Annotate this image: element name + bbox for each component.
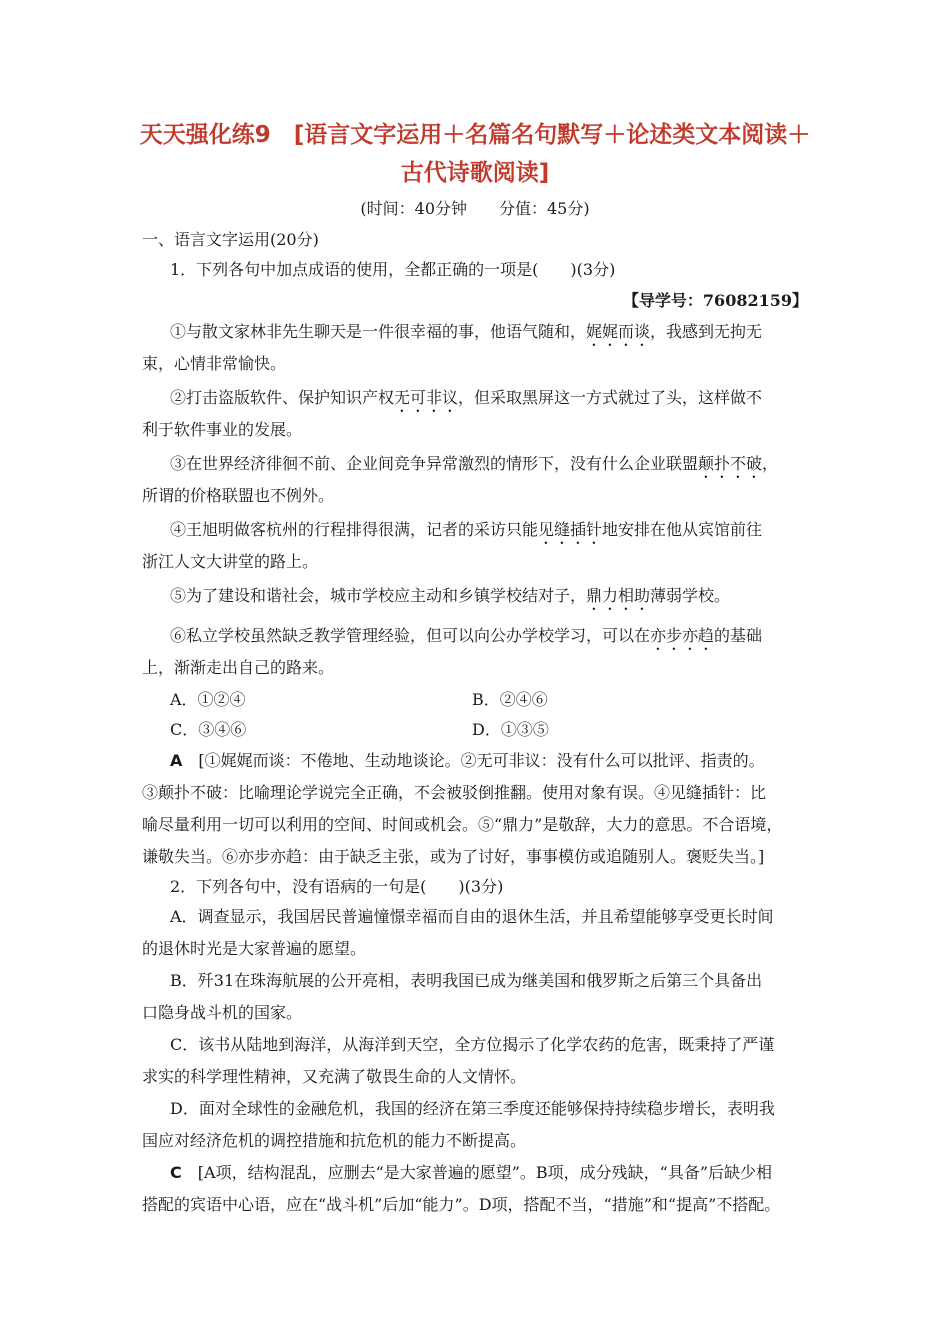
q2-option-b-line-1: B．歼31在珠海航展的公开亮相，表明我国已成为继美国和俄罗斯之后第三个具备出 xyxy=(170,971,763,990)
q2-option-a-line-1: A．调查显示，我国居民普遍憧憬幸福而自由的退休生活，并且希望能够享受更长时间 xyxy=(170,907,774,926)
text: ⑤为了建设和谐社会，城市学校应主动和乡镇学校结对子， xyxy=(170,586,587,605)
text: 的基础 xyxy=(714,626,763,645)
question-2-stem: 2．下列各句中，没有语病的一句是( )(3分) xyxy=(170,877,504,896)
text: ⑥私立学校虽然缺乏教学管理经验，但可以向公办学校学习，可以在 xyxy=(170,626,651,645)
text: ③在世界经济徘徊不前、企业间竞争异常激烈的情形下，没有什么企业联盟 xyxy=(170,454,699,473)
sentence-6-line-1 xyxy=(170,624,762,654)
sentence-3-line-1 xyxy=(170,452,778,482)
q2-option-c-line-1: C．该书从陆地到海洋，从海洋到天空，全方位揭示了化学农药的危害，既秉持了严谨 xyxy=(170,1035,775,1054)
answer-1-line-2: ③颠扑不破：比喻理论学说完全正确，不会被驳倒推翻。使用对象有误。④见缝插针：比 xyxy=(142,783,767,802)
section-heading: 一、语言文字运用(20分) xyxy=(142,230,319,249)
option-a: A．①②④ xyxy=(170,690,246,709)
sentence-2-line-2: 利于软件事业的发展。 xyxy=(142,420,303,439)
option-b: B．②④⑥ xyxy=(472,690,548,709)
dotted-idiom: 亦步亦趋 xyxy=(650,626,715,645)
guide-number: 【导学号：76082159】 xyxy=(622,291,808,310)
text: ，但采取黑屏这一方式就过了头，这样做不 xyxy=(458,388,763,407)
sentence-6-line-2: 上，渐渐走出自己的路来。 xyxy=(142,658,335,677)
q2-option-a-line-2: 的退休时光是大家普遍的愿望。 xyxy=(142,939,367,958)
answer-2-line-2: 搭配的宾语中心语，应在“战斗机”后加“能力”。D项，搭配不当，“措施”和“提高”不搭配。 xyxy=(142,1195,781,1214)
q2-option-d-line-1: D．面对全球性的金融危机，我国的经济在第三季度还能够保持持续稳步增长，表明我 xyxy=(170,1099,775,1118)
option-c: C．③④⑥ xyxy=(170,720,247,739)
text: 地安排在他从宾馆前往 xyxy=(602,520,763,539)
sentence-1-line-2: 束，心情非常愉快。 xyxy=(142,354,287,373)
sentence-4-line-2: 浙江人文大讲堂的路上。 xyxy=(142,552,319,571)
explanation-text: [①娓娓而谈：不倦地、生动地谈论。②无可非议：没有什么可以批评、指责的。 xyxy=(198,751,765,770)
q2-option-d-line-2: 国应对经济危机的调控措施和抗危机的能力不断提高。 xyxy=(142,1131,527,1150)
text: ④王旭明做客杭州的行程排得很满，记者的采访只能 xyxy=(170,520,539,539)
dotted-idiom: 鼎力相助 xyxy=(586,586,651,605)
q2-option-c-line-2: 求实的科学理性精神，又充满了敬畏生命的人文情怀。 xyxy=(142,1067,527,1086)
answer-2-line-1 xyxy=(170,1161,772,1185)
answer-letter: C xyxy=(170,1163,182,1182)
dotted-idiom: 见缝插针 xyxy=(538,520,603,539)
sentence-5 xyxy=(170,584,730,614)
answer-1-line-3: 喻尽量利用一切可以利用的空间、时间或机会。⑤“鼎力”是敬辞，大力的意思。不合语境， xyxy=(142,815,783,834)
dotted-idiom: 娓娓而谈 xyxy=(586,322,651,341)
dotted-idiom: 无可非议 xyxy=(394,388,459,407)
answer-1-line-1 xyxy=(170,749,765,773)
explanation-text: [A项，结构混乱，应删去“是大家普遍的愿望”。B项，成分残缺，“具备”后缺少相 xyxy=(197,1163,773,1182)
text: 薄弱学校。 xyxy=(650,586,731,605)
q2-option-b-line-2: 口隐身战斗机的国家。 xyxy=(142,1003,303,1022)
text: ， xyxy=(762,454,779,473)
sentence-1-line-1 xyxy=(170,320,762,350)
option-d: D．①③⑤ xyxy=(472,720,549,739)
sentence-3-line-2: 所谓的价格联盟也不例外。 xyxy=(142,486,335,505)
text: ①与散文家林非先生聊天是一件很幸福的事，他语气随和， xyxy=(170,322,587,341)
sentence-4-line-1 xyxy=(170,518,762,548)
answer-1-line-4: 谦敬失当。⑥亦步亦趋：由于缺乏主张，或为了讨好，事事模仿或追随别人。褒贬失当。] xyxy=(142,847,765,866)
time-info: (时间：40分钟 分值：45分) xyxy=(360,199,590,218)
text: ②打击盗版软件、保护知识产权 xyxy=(170,388,395,407)
dotted-idiom: 颠扑不破 xyxy=(698,454,763,473)
text: ，我感到无拘无 xyxy=(650,322,763,341)
question-1-stem: 1．下列各句中加点成语的使用，全都正确的一项是( )(3分) xyxy=(170,260,616,279)
title-line-2: 古代诗歌阅读] xyxy=(400,160,550,186)
title-line-1: 天天强化练9 [语言文字运用＋名篇名句默写＋论述类文本阅读＋ xyxy=(139,122,811,148)
answer-letter: A xyxy=(170,751,183,770)
sentence-2-line-1 xyxy=(170,386,762,416)
